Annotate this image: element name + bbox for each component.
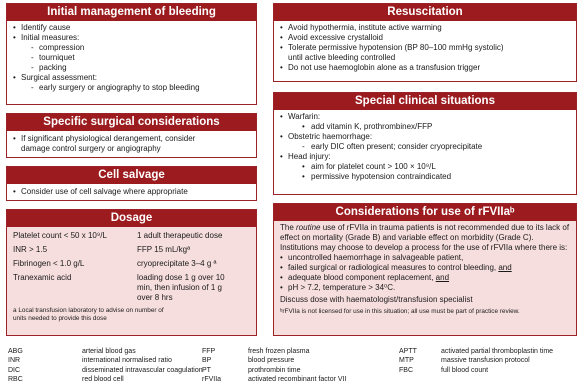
special-situations-title: Special clinical situations (274, 93, 576, 110)
list-item: • Obstetric haemorrhage: - early DIC often present; consider cryoprecipitate (280, 132, 571, 152)
abbreviation-item: FBC full blood count (399, 366, 489, 374)
list-item: - tourniquet (31, 53, 251, 63)
special-situations-panel (273, 92, 577, 195)
dose-row (13, 273, 251, 303)
cell-salvage-panel (6, 166, 257, 201)
abbreviation-item: INR international normalised ratio (8, 357, 172, 365)
initial-management-title: Initial management of bleeding (7, 4, 256, 21)
rfviia-discuss: Discuss dose with haematologist/transfusion specialist (280, 295, 473, 304)
list-item: • Warfarin: • add vitamin K, prothrombinex/FFP (280, 112, 571, 132)
cell-salvage-title: Cell salvage (7, 167, 256, 184)
list-item: • adequate blood component replacement, and (280, 273, 571, 283)
dose-label: Fibrinogen < 1.0 g/L (13, 259, 85, 268)
abbreviation-item: RBC red blood cell (8, 375, 124, 383)
initial-management-panel (6, 3, 257, 105)
rfviia-footnote: ᵇrFVIIa is not licensed for use in this situation; all use must be part of practice review. (280, 308, 520, 315)
list-item: - compression (31, 43, 251, 53)
list-item: - early DIC often present; consider cryoprecipitate (302, 142, 571, 152)
abbreviation-item: FFP fresh frozen plasma (202, 348, 310, 355)
list-item: • Consider use of cell salvage where appropriate (13, 187, 251, 197)
list-item: • uncontrolled haemorrhage in salvageable patient, (280, 253, 571, 263)
list-item: • Tolerate permissive hypotension (BP 80–100 mmHg systolic) until active bleeding controlled (280, 43, 571, 63)
list-item: • Avoid hypothermia, institute active warming (280, 23, 571, 33)
abbreviation-item: APTT activated partial thromboplastin time (399, 348, 554, 355)
list-item: • failed surgical or radiological measures to control bleeding, and (280, 263, 571, 273)
list-item: • Head injury: • aim for platelet count > 100 × 10⁹/L • permissive hypotension contraindicated (280, 152, 571, 182)
dosage-footnote: a Local transfusion laboratory to advise on number of units needed to provide this dose (13, 307, 164, 322)
abbreviations-legend (8, 347, 578, 387)
list-item: • Avoid excessive crystalloid (280, 33, 571, 43)
abbreviations-column (399, 347, 553, 375)
resuscitation-title: Resuscitation (274, 4, 576, 21)
list-item: • Identify cause (13, 23, 251, 33)
list-item: • permissive hypotension contraindicated (302, 172, 571, 182)
dose-row (13, 231, 251, 241)
dose-label: Tranexamic acid (13, 273, 72, 282)
list-item: • Initial measures: - compression - tourniquet - packing (13, 33, 251, 73)
abbreviation-item: PT prothrombin time (202, 366, 301, 374)
abbreviation-item: DIC disseminated intravascular coagulation (8, 366, 203, 374)
rfviia-intro: The routine use of rFVIIa in trauma patients is not recommended due to its lack of effect on mortality (Grade B) and variable effect on morbidity (Grade C). Institutions may choose to develop a process for the use of rFVIIa where there is: (280, 223, 570, 252)
dosage-title: Dosage (7, 210, 256, 227)
surgical-considerations-panel (6, 113, 257, 158)
list-item: • Surgical assessment: - early surgery or angiography to stop bleeding (13, 73, 251, 93)
list-item: • aim for platelet count > 100 × 10⁹/L (302, 162, 571, 172)
dose-value: 1 adult therapeutic dose (137, 231, 223, 240)
list-item: - packing (31, 63, 251, 73)
dose-row (13, 259, 251, 269)
abbreviations-column (8, 347, 203, 384)
abbreviations-column (202, 347, 346, 384)
abbreviation-item: ABG arterial blood gas (8, 348, 136, 355)
surgical-considerations-title: Specific surgical considerations (7, 114, 256, 131)
dose-label: Platelet count < 50 x 10⁹/L (13, 231, 107, 240)
list-item: • If significant physiological derangement, consider damage control surgery or angiography (13, 134, 251, 154)
list-item: • pH > 7.2, temperature > 34⁰C. (280, 283, 571, 293)
dose-value: cryoprecipitate 3–4 g ª (137, 259, 217, 268)
list-item: - early surgery or angiography to stop bleeding (31, 83, 251, 93)
abbreviation-item: BP blood pressure (202, 357, 295, 365)
abbreviation-item: rFVIIa activated recombinant factor VII (202, 375, 347, 383)
list-item: • add vitamin K, prothrombinex/FFP (302, 122, 571, 132)
dose-row (13, 245, 251, 255)
dose-value: loading dose 1 g over 10 min, then infusion of 1 g over 8 hrs (137, 273, 225, 302)
dose-label: INR > 1.5 (13, 245, 48, 254)
list-item: • Do not use haemoglobin alone as a transfusion trigger (280, 63, 571, 73)
rfviia-title: Considerations for use of rFVIIaᵇ (274, 204, 576, 221)
resuscitation-panel (273, 3, 577, 82)
dosage-panel (6, 209, 257, 336)
dose-value: FFP 15 mL/kgª (137, 245, 191, 254)
abbreviation-item: MTP massive transfusion protocol (399, 357, 530, 365)
rfviia-panel (273, 203, 577, 336)
